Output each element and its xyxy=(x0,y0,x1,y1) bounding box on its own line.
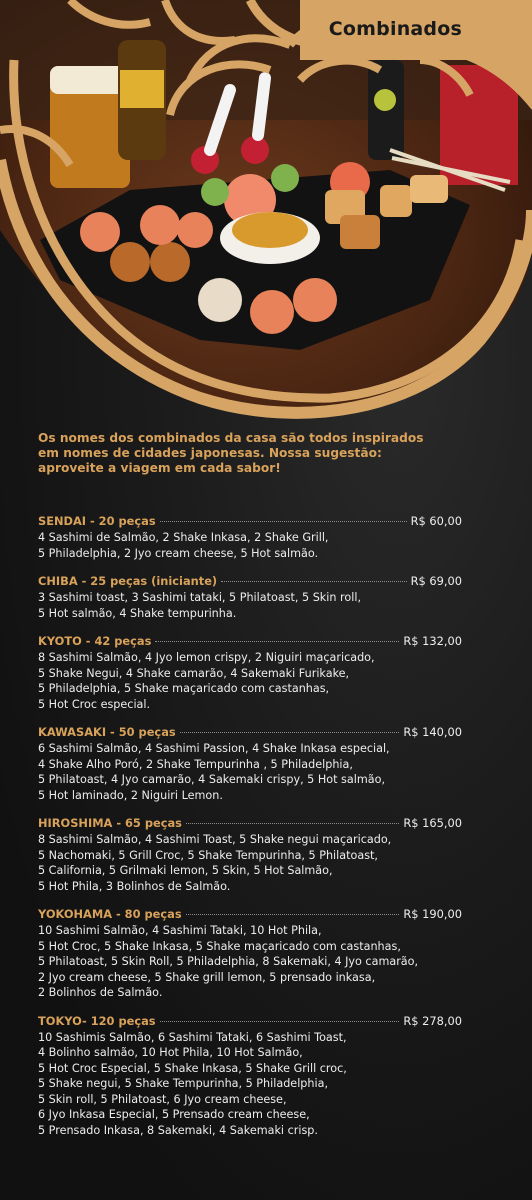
menu-item-description-line: 5 Skin roll, 5 Philatoast, 6 Jyo cream cheese, xyxy=(38,1092,287,1106)
intro-text: Os nomes dos combinados da casa são todos inspirados em nomes de cidades japonesas. Nossa sugestão: aproveite a viagem em cada sabor! xyxy=(38,431,424,475)
menu-item-description-line: 3 Sashimi toast, 3 Sashimi tataki, 5 Philatoast, 5 Skin roll, xyxy=(38,591,362,604)
dotted-leader xyxy=(180,732,400,733)
dotted-leader xyxy=(155,641,399,642)
menu-item-price: R$ 190,00 xyxy=(403,907,462,921)
menu-item-name: KAWASAKI - 50 peças xyxy=(38,725,176,739)
menu-item-description-line: 5 Hot Phila, 3 Bolinhos de Salmão. xyxy=(38,879,231,893)
menu-item-description-line: 5 Hot Croc Especial, 5 Shake Inkasa, 5 Shake Grill croc, xyxy=(38,1061,347,1075)
menu-item-description-line: 5 Philadelphia, 5 Shake maçaricado com castanhas, xyxy=(38,682,330,695)
menu-item xyxy=(38,574,462,621)
menu-item-description-line: 8 Sashimi Salmão, 4 Sashimi Toast, 5 Shake negui maçaricado, xyxy=(38,833,392,846)
menu-item-name: SENDAI - 20 peças xyxy=(38,514,156,528)
menu-item-description-line: 5 Hot salmão, 4 Shake tempurinha. xyxy=(38,606,237,620)
menu-item-description-line: 5 Hot Croc, 5 Shake Inkasa, 5 Shake maçaricado com castanhas, xyxy=(38,939,401,953)
menu-item xyxy=(38,514,462,561)
menu-item-name: HIROSHIMA - 65 peças xyxy=(38,816,182,830)
menu-item xyxy=(38,816,462,894)
menu-item-price: R$ 278,00 xyxy=(403,1013,462,1028)
menu-item-name: YOKOHAMA - 80 peças xyxy=(38,907,182,921)
menu-item-description-line: 6 Jyo Inkasa Especial, 5 Prensado cream cheese, xyxy=(38,1108,310,1121)
dotted-leader xyxy=(160,1021,400,1022)
dotted-leader xyxy=(186,823,399,824)
menu-item-price: R$ 132,00 xyxy=(403,634,462,648)
menu-item-header xyxy=(38,907,462,923)
menu-item-price: R$ 165,00 xyxy=(403,816,462,830)
menu-item-description-line: 4 Bolinho salmão, 10 Hot Phila, 10 Hot Salmão, xyxy=(38,1046,303,1059)
menu-item-description-line: 4 Shake Alho Poró, 2 Shake Tempurinha , 5 Philadelphia, xyxy=(38,757,353,771)
menu-item-header xyxy=(38,514,462,530)
menu-item xyxy=(38,907,462,1001)
menu-item-name: TOKYO- 120 peças xyxy=(38,1013,156,1028)
menu-item-header xyxy=(38,816,462,832)
menu-item-description-line: 5 Prensado Inkasa, 8 Sakemaki, 4 Sakemaki crisp. xyxy=(38,1123,318,1137)
menu-item-name: CHIBA - 25 peças (iniciante) xyxy=(38,574,218,588)
menu-item-description-line: 5 Philatoast, 5 Skin Roll, 5 Philadelphia, 8 Sakemaki, 4 Jyo camarão, xyxy=(38,955,419,968)
menu-item xyxy=(38,634,462,712)
menu-item xyxy=(38,725,462,803)
menu-item-description-line: 2 Bolinhos de Salmão. xyxy=(38,986,163,999)
menu-item-name: KYOTO - 42 peças xyxy=(38,634,152,648)
menu-item-description-line: 6 Sashimi Salmão, 4 Sashimi Passion, 4 Shake Inkasa especial, xyxy=(38,742,390,755)
menu-item-header xyxy=(38,1014,462,1030)
dotted-leader xyxy=(186,914,400,915)
menu-item-description-line: 5 Philadelphia, 2 Jyo cream cheese, 5 Hot salmão. xyxy=(38,546,319,560)
page-title: Combinados xyxy=(328,18,462,40)
menu-item-description-line: 10 Sashimi Salmão, 4 Sashimi Tataki, 10 Hot Phila, xyxy=(38,924,322,937)
menu-item-description-line: 2 Jyo cream cheese, 5 Shake grill lemon, 5 prensado inkasa, xyxy=(38,970,376,984)
menu-item-price: R$ 69,00 xyxy=(410,574,462,588)
menu-item-header xyxy=(38,574,462,590)
dotted-leader xyxy=(221,581,406,582)
menu-item-description-line: 5 Hot Croc especial. xyxy=(38,697,151,711)
menu-item-description-line: 5 Hot laminado, 2 Niguiri Lemon. xyxy=(38,788,223,802)
menu-item-header xyxy=(38,725,462,741)
menu-item-description-line: 5 California, 5 Grilmaki lemon, 5 Skin, 5 Hot Salmão, xyxy=(38,864,333,877)
dotted-leader xyxy=(160,521,407,522)
menu-item-price: R$ 60,00 xyxy=(410,514,462,528)
hero-food-photo xyxy=(0,0,532,420)
menu-item-description-line: 5 Shake Negui, 4 Shake camarão, 4 Sakemaki Furikake, xyxy=(38,666,350,680)
menu-list xyxy=(38,514,462,1151)
menu-item-description-line: 5 Shake negui, 5 Shake Tempurinha, 5 Philadelphia, xyxy=(38,1077,329,1090)
menu-item-description-line: 4 Sashimi de Salmão, 2 Shake Inkasa, 2 Shake Grill, xyxy=(38,531,329,544)
menu-item-price: R$ 140,00 xyxy=(403,725,462,739)
menu-item-description-line: 8 Sashimi Salmão, 4 Jyo lemon crispy, 2 Niguiri maçaricado, xyxy=(38,651,375,664)
menu-item xyxy=(38,1014,462,1139)
menu-item-description-line: 5 Nachomaki, 5 Grill Croc, 5 Shake Tempurinha, 5 Philatoast, xyxy=(38,848,378,862)
menu-item-description-line: 5 Philatoast, 4 Jyo camarão, 4 Sakemaki crispy, 5 Hot salmão, xyxy=(38,773,385,786)
menu-item-header xyxy=(38,634,462,650)
menu-item-description-line: 10 Sashimis Salmão, 6 Sashimi Tataki, 6 Sashimi Toast, xyxy=(38,1030,347,1044)
